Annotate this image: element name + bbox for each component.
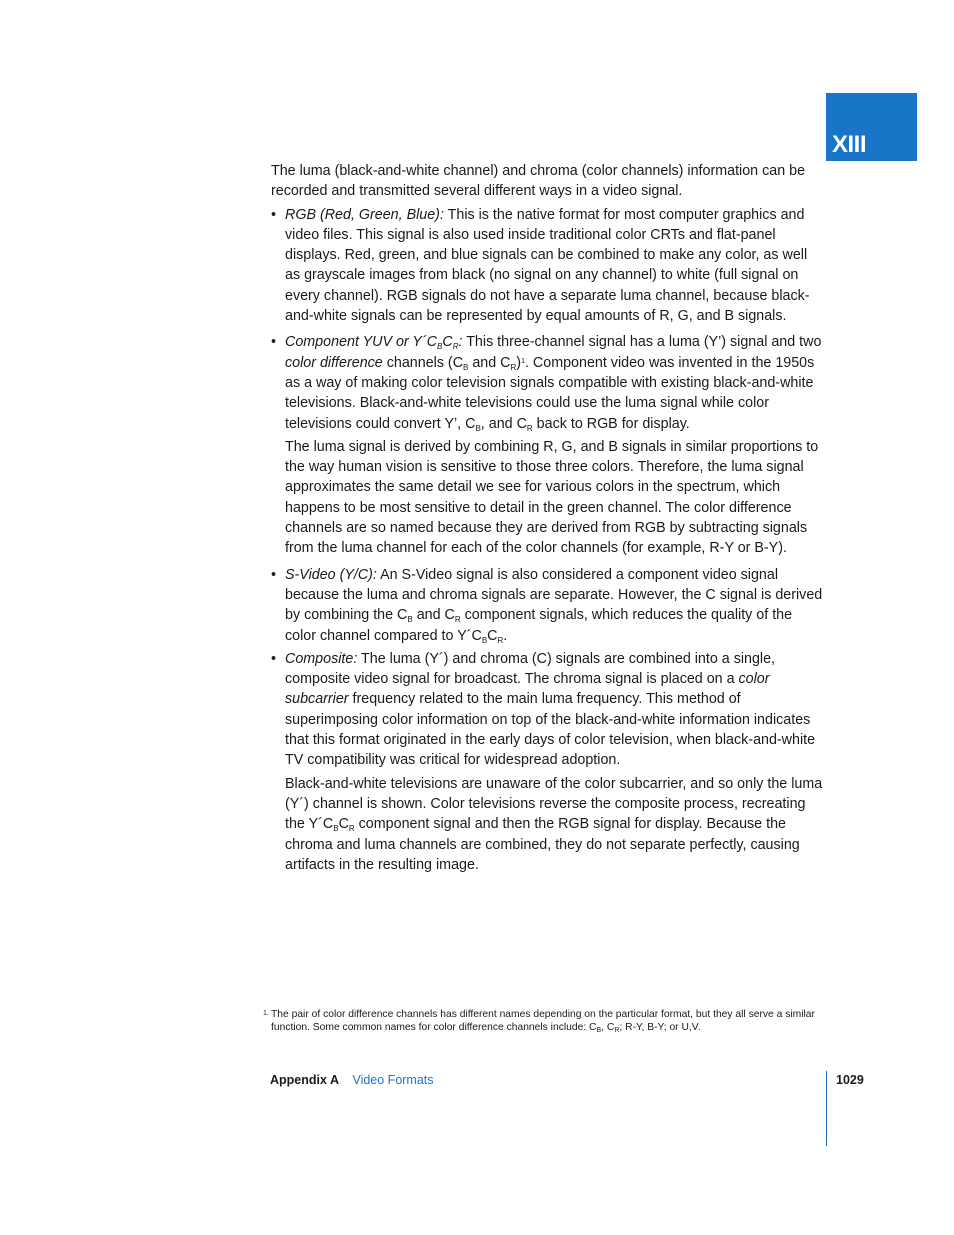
svideo-t1: An S-Video signal is also considered a component video signal because the luma and chroma signals are separate. However, the C signal is derived by combining the C: [285, 566, 823, 624]
format-list: [271, 205, 826, 876]
component-paragraph: [285, 332, 826, 433]
component-term: [285, 334, 462, 350]
component-t3: channels (C: [386, 354, 464, 371]
svideo-t4: C: [487, 627, 498, 644]
composite-paragraph: [285, 649, 826, 771]
component-t6: . Component video was invented in the 1950s as a way of making color television signals compatible with existing black-and-white televisions. Black-and-white televisions could use the luma signal while color televisions could convert Y’, C: [285, 354, 815, 432]
component-em: color difference: [285, 354, 383, 371]
composite-p2sub1: B: [333, 824, 339, 834]
svideo-sub1: B: [407, 615, 413, 625]
footnote-t2: , C: [601, 1022, 615, 1033]
svideo-t2: and C: [416, 607, 455, 624]
main-content: [271, 161, 826, 878]
component-term-sub-b: B: [437, 342, 443, 352]
footnote-sub2: R: [614, 1027, 620, 1034]
component-t4: and C: [472, 354, 511, 371]
component-sub2: R: [510, 362, 517, 372]
svideo-sub2: R: [454, 615, 461, 625]
footnote-mark: 1.: [263, 1010, 269, 1017]
list-item-svideo: [271, 565, 826, 646]
svideo-paragraph: [285, 565, 826, 646]
footnote-ref[interactable]: 1: [521, 357, 525, 365]
footnote-t1: The pair of color difference channels has different names depending on the particular format, but they all serve a similar function. Some common names for color difference channels include: C: [271, 1009, 815, 1033]
rgb-term: RGB (Red, Green, Blue):: [285, 206, 444, 223]
svideo-term: S-Video (Y/C):: [285, 566, 377, 583]
composite-p2b: C: [338, 816, 349, 833]
component-t8: back to RGB for display.: [536, 415, 690, 432]
component-term-c: C: [442, 334, 453, 351]
footer-chapter-link[interactable]: Video Formats: [352, 1073, 434, 1087]
component-sub1: B: [463, 362, 469, 372]
chapter-tab-label: XIII: [832, 131, 867, 158]
composite-t1: The luma (Y´) and chroma (C) signals are combined into a single, composite video signal for broadcast. The chroma signal is placed on a: [285, 650, 776, 688]
footnote: [263, 1008, 823, 1034]
list-item-composite: [271, 649, 826, 875]
svideo-t3: component signals, which reduces the quality of the color channel compared to Y´C: [285, 607, 793, 644]
composite-p2c: component signal and then the RGB signal for display. Because the chroma and luma channels are combined, they do not separate perfectly, causing artifacts in the resulting image.: [285, 816, 800, 873]
svideo-sub3: B: [481, 635, 488, 645]
footnote-t3: ; R-Y, B-Y; or U,V.: [619, 1022, 701, 1033]
composite-em: color subcarrier: [285, 671, 770, 708]
component-sub4: R: [526, 423, 533, 433]
page-number: 1029: [836, 1073, 864, 1087]
composite-p2sub2: R: [348, 824, 355, 834]
composite-t2: frequency related to the main luma frequency. This method of superimposing color information on top of the black-and-white information indicates that this format originated in the early days of color television, when black-and-white TV compatibility was critical for widespread adoption.: [285, 691, 816, 769]
footnote-sub1: B: [596, 1027, 602, 1034]
component-paragraph-2: The luma signal is derived by combining R, G, and B signals in similar proportions to the way human vision is sensitive to those three colors. Therefore, the luma signal approximates the same detail we see for various colors in the spectrum, which happens to be most sensitive to detail in the green channel. The color difference channels are so named because they are derived from RGB by subtracting signals from the luma channel for each of the color channels (for example, R-Y or B-Y).: [285, 438, 819, 557]
composite-term: Composite:: [285, 650, 358, 667]
list-item-component: [271, 332, 826, 558]
component-term-sub-r: R: [452, 342, 459, 352]
footer-divider: [826, 1071, 827, 1146]
list-item-rgb: [271, 205, 826, 327]
rgb-text: This is the native format for most computer graphics and video files. This signal is also used inside traditional color CRTs and flat-panel displays. Red, green, and blue signals can be combined to make any color, as well as grayscale images from black (no signal on any channel) to white (full signal on every channel). RGB signals do not have a separate luma channel, because black-and-white signals can be represented by equal amounts of R, G, and B signals.: [285, 206, 810, 325]
composite-paragraph-2: [285, 774, 826, 875]
svideo-t5: .: [503, 627, 508, 644]
composite-p2a: Black-and-white televisions are unaware of the color subcarrier, and so only the luma (Y´) channel is shown. Color televisions reverse the composite process, recreating the Y´C: [285, 775, 823, 833]
rgb-paragraph: [285, 205, 826, 327]
chapter-tab: [826, 93, 917, 161]
intro-paragraph: The luma (black-and-white channel) and chroma (color channels) information can be recorded and transmitted several different ways in a video signal.: [271, 163, 806, 200]
component-sub3: B: [475, 423, 481, 433]
footnote-text: [263, 1008, 823, 1034]
component-t5: ): [516, 354, 522, 371]
footer-appendix: Appendix A: [270, 1073, 339, 1087]
component-t1: This three-channel signal has a luma (Y’) signal and two: [466, 334, 822, 351]
page-footer: [270, 1073, 434, 1087]
svideo-sub4: R: [497, 635, 504, 645]
component-term-colon: :: [458, 334, 463, 351]
component-t7: , and C: [480, 415, 527, 432]
component-term-a: Component YUV or Y´C: [285, 334, 438, 351]
